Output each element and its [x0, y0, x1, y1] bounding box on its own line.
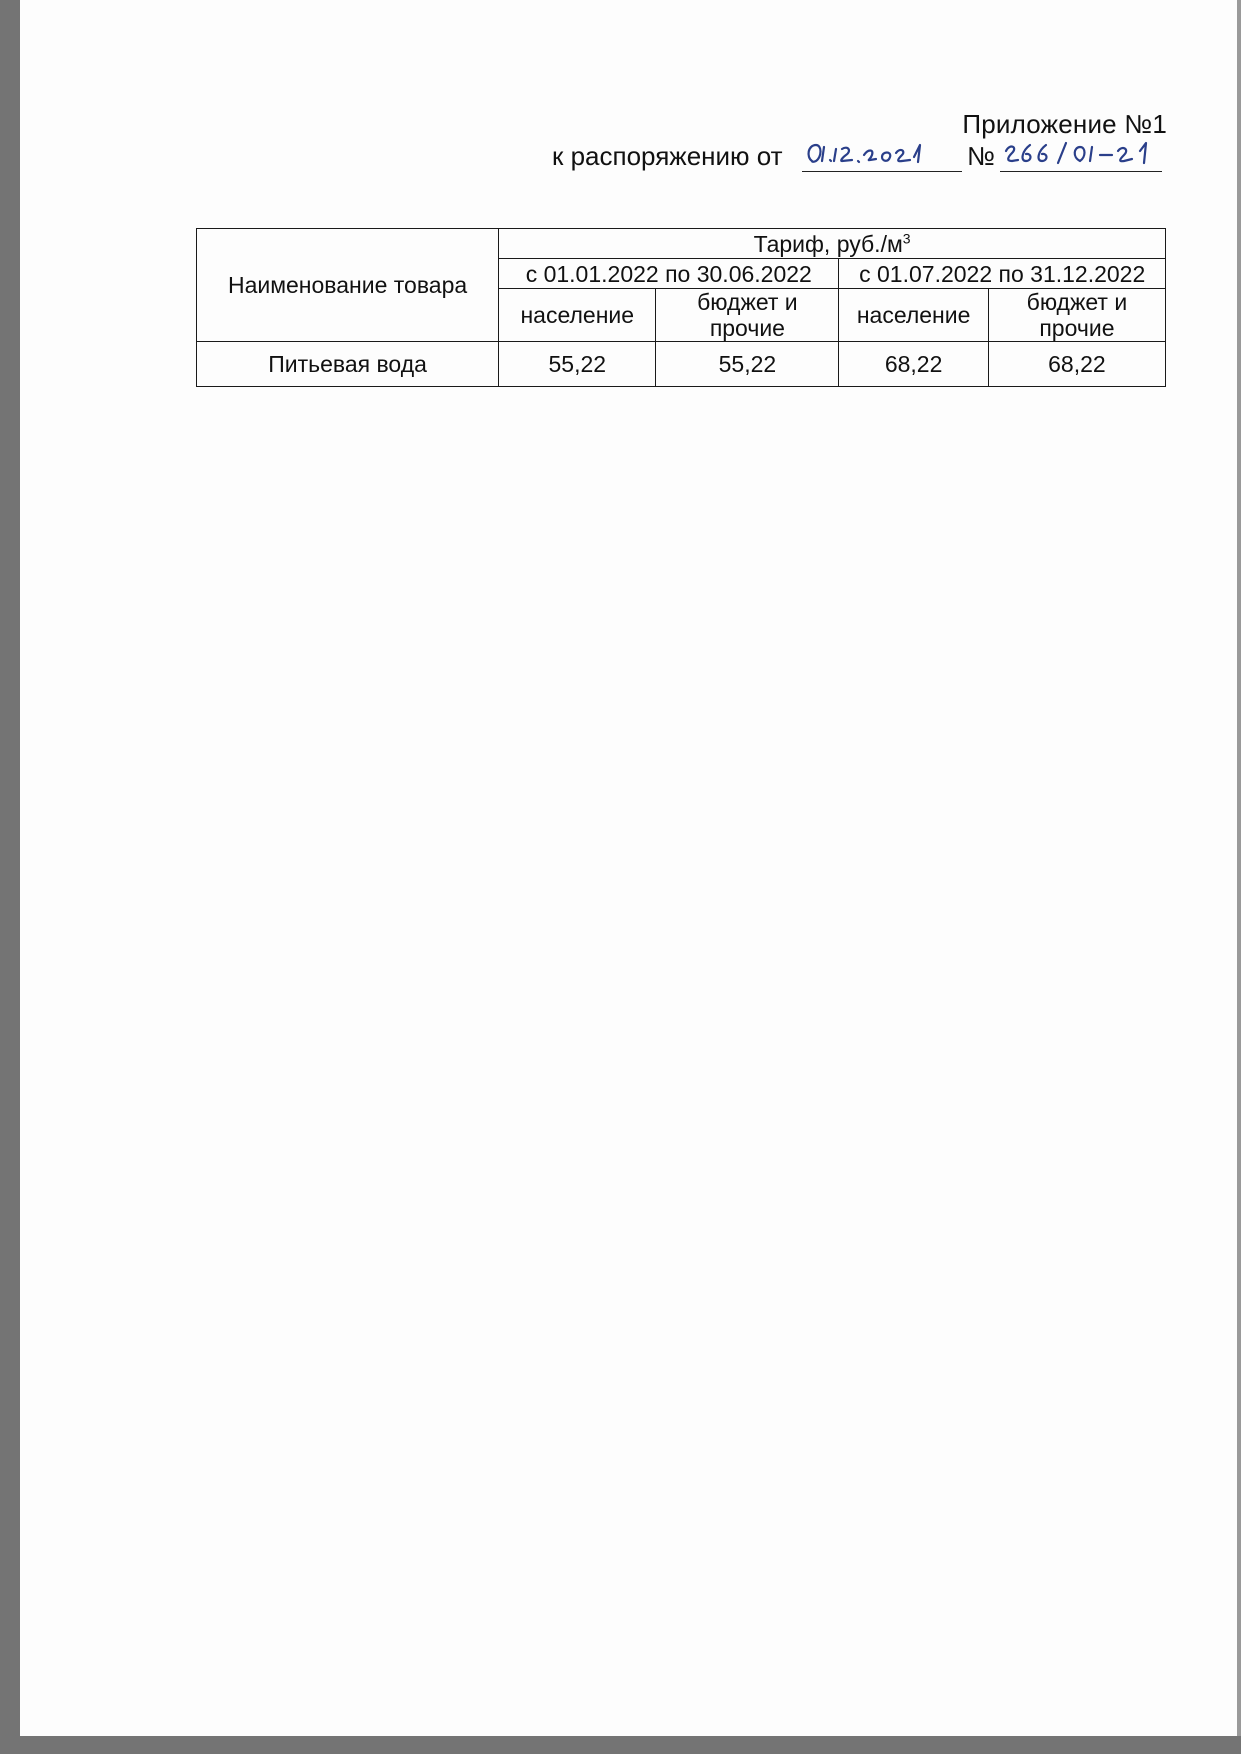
header-period-1: с 01.01.2022 по 30.06.2022 — [499, 259, 839, 289]
row-value-period-1-population: 55,22 — [499, 342, 656, 387]
row-value-period-1-budget-other: 55,22 — [656, 342, 839, 387]
header-period-2: с 01.07.2022 по 31.12.2022 — [839, 259, 1166, 289]
scan-border-left — [0, 0, 20, 1754]
scan-border-bottom — [0, 1736, 1241, 1754]
header-tariff — [499, 229, 1166, 259]
order-number-sign: № — [967, 141, 995, 171]
header-tariff-unit-superscript: 3 — [902, 229, 911, 246]
header-period-2-budget-other: бюджет и прочие — [988, 289, 1165, 342]
header-period-1-budget-other: бюджет и прочие — [656, 289, 839, 342]
header-tariff-label: Тариф, руб./м — [753, 230, 903, 257]
header-period-2-population: население — [839, 289, 988, 342]
row-value-period-2-budget-other: 68,22 — [988, 342, 1165, 387]
handwritten-date-signature — [802, 137, 962, 171]
handwritten-date-field — [802, 137, 962, 172]
header-period-1-population: население — [499, 289, 656, 342]
handwritten-number-field — [1000, 137, 1162, 172]
row-value-period-2-population: 68,22 — [839, 342, 988, 387]
header-product-name: Наименование товара — [197, 229, 499, 342]
handwritten-number-signature — [1000, 137, 1162, 171]
scan-border-right — [1237, 0, 1241, 1754]
table-row — [197, 342, 1166, 387]
appendix-title: Приложение №1 — [962, 109, 1167, 139]
tariff-table — [196, 228, 1166, 387]
order-prefix-text: к распоряжению от — [552, 141, 783, 171]
row-product-name: Питьевая вода — [197, 342, 499, 387]
